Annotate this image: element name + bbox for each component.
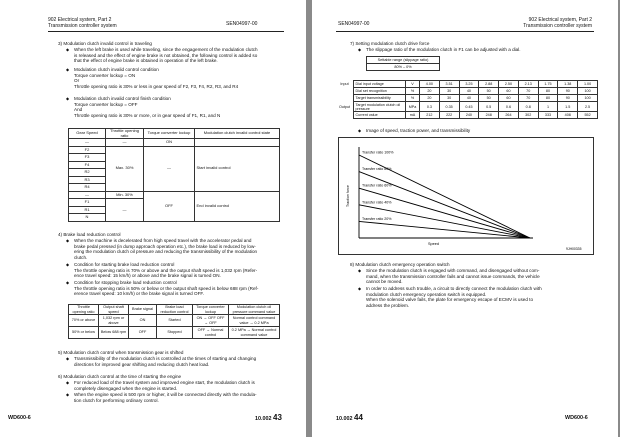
text-line: And (74, 107, 83, 113)
sec4-bullet2 (74, 262, 296, 279)
series-label-5: Transfer ratio 20% (362, 216, 392, 221)
header-rule (336, 31, 594, 32)
cell: 40 (459, 95, 479, 102)
brake-load-table (68, 304, 280, 339)
bullet-icon: ◆ (358, 128, 362, 133)
sec6-title: 6) Modulation clutch control at the time of starting the engine (58, 374, 182, 379)
cell: — (106, 139, 144, 147)
cell: 30 (439, 88, 459, 95)
header-rule (48, 31, 284, 32)
col-header: Brake load reduction control (157, 305, 193, 315)
col-header: Modulation clutch oil pressure command value (229, 305, 280, 315)
cell: 1.75 (538, 81, 558, 88)
col-header: Output shaft speed (99, 305, 129, 315)
sec3-bullet2 (74, 67, 238, 89)
cell: 60 (499, 95, 519, 102)
text-line: When the left brake is used while traveling, since the engagement of the modulation clutch (74, 47, 258, 52)
sec6-bullet2 (74, 392, 296, 403)
text-line: cannot be moved. (366, 279, 403, 285)
series-label-3: Transfer ratio 60% (362, 183, 392, 188)
row-label: Current value (354, 112, 406, 119)
cell (195, 139, 280, 147)
page-number: 44 (354, 413, 363, 422)
bullet-icon: ◆ (66, 356, 70, 361)
gear-cell: R2 (69, 169, 106, 177)
cell: ON → OFF OFF → OFF (193, 315, 229, 327)
col-header: Modulation clutch invalid control state (195, 129, 280, 139)
cell: 70 (518, 95, 538, 102)
text-line: directions for improved gear shifting and reducing clutch heat load. (74, 361, 210, 367)
figure-code: 9JH00335 (566, 247, 582, 251)
bullet-icon: ◆ (358, 268, 362, 273)
gear-cell: — (69, 139, 106, 147)
sec4-bullet1 (74, 238, 296, 260)
right-header-code: SEN04997-00 (338, 21, 370, 27)
row-group-label: Output (338, 104, 351, 109)
sec4-title: 4) Brake load reduction control (58, 232, 121, 237)
text-line: The throttle opening ratio is 70% or above and the output shaft speed is 1,032 rpm (Refer- (74, 267, 258, 273)
header-line2: Transmission controller system (523, 22, 592, 29)
cell: 3.51 (439, 81, 459, 88)
text-line: ence travel speed: 15 km/h) or above and the brake signal is turned ON. (74, 273, 221, 279)
unit-cell: MPa (406, 102, 420, 112)
cell: 240 (459, 112, 479, 119)
cell: Below 688 rpm (99, 327, 129, 339)
row-label: Target modulation clutch oil pressure (354, 102, 406, 112)
cell: 0.6 (499, 102, 519, 112)
col-header: Brake signal (129, 305, 157, 315)
text-line: When the solenoid valve fails, the plate for emergency escape of ECMV is used to (366, 297, 533, 303)
sec5-bullet1 (74, 356, 296, 367)
row-label: Dial input voltage (354, 81, 406, 88)
cell: 2.88 (479, 81, 499, 88)
col-header: Torque converter lockup (144, 129, 195, 139)
text-line: modulation clutch emergency operation switch is equipped. (366, 291, 487, 297)
col-header: Throttle opening ratio (106, 129, 144, 139)
cell: Started (157, 315, 193, 327)
cell: 248 (479, 112, 499, 119)
page-number: 43 (273, 413, 282, 422)
cell: 80 (538, 95, 558, 102)
cell: 2.50 (499, 81, 519, 88)
sec5-title: 5) Modulation clutch control when transmission gear is shifted (58, 350, 184, 355)
traction-chart (338, 137, 594, 255)
sec8-bullet1 (366, 268, 606, 285)
gear-cell: F4 (69, 161, 106, 169)
text-line: Torque converter lockup = ON (74, 72, 136, 78)
invalid-control-table (68, 128, 280, 222)
text-line: Or (74, 78, 80, 84)
right-header-title (510, 18, 592, 29)
cell: 1.38 (558, 81, 578, 88)
right-page (312, 0, 618, 437)
cell: 100 (578, 95, 598, 102)
cell: 0.5 (479, 102, 499, 112)
sec7-bullet2: Image of speed, traction power, and transmissibility (366, 128, 471, 133)
text-line: Since the modulation clutch is engaged with command, and disengaged without com- (366, 268, 540, 273)
bullet-icon: ◆ (66, 47, 70, 52)
series-label-2: Transfer ratio 80% (362, 167, 392, 172)
text-line: completely disengaged when the engine is started. (74, 385, 178, 391)
text-line: Transmissibility of the modulation clutch is controlled at the times of starting and changing (74, 356, 257, 361)
cell: 333 (538, 112, 558, 119)
cell: 408 (558, 112, 578, 119)
cell: 0.2 MPa → Normal control command value (229, 327, 280, 339)
text-line: For reduced load of the travel system and improved engine start, the modulation clutch is (74, 380, 255, 385)
text-line: brake pedal pressed (in dump approach operation etc.), the brake load is reduced by low- (74, 243, 256, 249)
bullet-icon: ◆ (358, 286, 362, 291)
text-line: tion clutch for performing ordinary control. (74, 397, 159, 403)
sec7-bullet1: The slippage ratio of the modulation clutch in F1 can be adjusted with a dial. (366, 47, 521, 52)
cell: 212 (420, 112, 440, 119)
cell: 552 (578, 112, 598, 119)
cell: 80% – 0% (367, 64, 440, 71)
text-line: ering the modulation clutch oil pressure and reducing the transmissibility of the modulation (74, 249, 258, 255)
text-line: In order to address such trouble, a circuit to directly connect the modulation clutch with (366, 286, 542, 291)
cell: 222 (439, 112, 459, 119)
col-header: Torque converter lockup (193, 305, 229, 315)
gear-cell: — (69, 191, 106, 199)
header-line1: 902 Electrical system, Part 2 (48, 17, 112, 23)
left-page (0, 0, 306, 437)
x-axis-label: Speed (428, 242, 439, 246)
text-line: clutch. (74, 254, 88, 260)
modulation-setting-table (336, 80, 598, 119)
cell: Settable range (slippage ratio) (367, 57, 440, 64)
unit-cell: % (406, 88, 420, 95)
cell: 1 (538, 102, 558, 112)
bullet-icon: ◆ (358, 47, 362, 52)
text-line: Modulation clutch invalid control condition (74, 67, 159, 72)
cell: 2.5 (578, 102, 598, 112)
cell: 20 (420, 95, 440, 102)
text-line: mand, when the transmission controller fails and cannot issue commands, the vehicle (366, 273, 540, 279)
cell: Min. 30% (106, 191, 144, 199)
row-label: Dial set recognition (354, 88, 406, 95)
bullet-icon: ◆ (66, 67, 70, 72)
bullet-icon: ◆ (66, 280, 70, 285)
bullet-icon: ◆ (66, 238, 70, 243)
bullet-icon: ◆ (66, 96, 70, 101)
bullet-icon: ◆ (66, 392, 70, 397)
footer-model: WD600-6 (8, 415, 31, 421)
text-line: is released and the effect of engine brake is not obtained, the following control is added so (74, 52, 258, 58)
cell: 40 (459, 88, 479, 95)
cell: 90 (558, 88, 578, 95)
sec8-bullet2 (366, 286, 606, 308)
cell: 2.13 (518, 81, 538, 88)
bullet-icon: ◆ (66, 380, 70, 385)
cell: 264 (499, 112, 519, 119)
col-header: Throttle opening ratio (69, 305, 99, 315)
text-line: address the problem. (366, 302, 410, 308)
text-line: Torque converter lockup = OFF (74, 101, 138, 107)
cell: 1.5 (558, 102, 578, 112)
cell: 0.45 (459, 102, 479, 112)
gear-cell: F1 (69, 199, 106, 207)
footer-page (255, 413, 282, 422)
cell: 50% or below (69, 327, 99, 339)
cell: End invalid control (195, 191, 280, 221)
text-line: Condition for starting brake load reduction control (74, 262, 175, 267)
series-label-1: Transfer ratio 100% (362, 150, 394, 155)
text-line: erence travel speed: 10 km/h) or the brake signal is turned OFF. (74, 291, 204, 297)
left-header-title (48, 18, 117, 29)
chart-frame (339, 138, 594, 255)
gear-cell: F2 (69, 146, 106, 154)
sec6-bullet1 (74, 380, 296, 391)
cell: 0.8 (518, 102, 538, 112)
cell: Stopped (157, 327, 193, 339)
footer-model: WD600-6 (565, 415, 588, 421)
cell: 4.00 (420, 81, 440, 88)
cell: 20 (420, 88, 440, 95)
cell: 3.25 (459, 81, 479, 88)
cell: 0.35 (439, 102, 459, 112)
unit-cell: mA (406, 112, 420, 119)
cell: 302 (518, 112, 538, 119)
col-header: Gear Speed (69, 129, 106, 139)
settable-range-table (366, 56, 440, 71)
left-header-code: SEN04997-00 (226, 21, 258, 27)
cell: 1.00 (578, 81, 598, 88)
series-label-4: Transfer ratio 40% (362, 200, 392, 205)
gear-cell: F3 (69, 154, 106, 162)
cell: ON (144, 139, 195, 147)
gear-cell: R3 (69, 176, 106, 184)
text-line: Throttle opening ratio is 30% or less in gear speed of F2, F3, F4, R2, R3, and R4 (74, 83, 239, 89)
cell: — (144, 146, 195, 191)
cell: OFF → Normal control (193, 327, 229, 339)
text-line: Throttle opening ratio is 30% or more, or in gear speed of F1, R1, and N (74, 112, 221, 118)
cell: 90 (558, 95, 578, 102)
text-line: The throttle opening ratio is 50% or below or the output shaft speed is below 688 rpm (Ref- (74, 285, 259, 291)
text-line: When the engine speed is 500 rpm or higher, it will be connected directly with the modula- (74, 392, 257, 397)
sec3-title: 3) Modulation clutch invalid control in traveling (58, 41, 152, 46)
cell: 30 (439, 95, 459, 102)
cell: Normal control command value → 0.2 MPa (229, 315, 280, 327)
cell: 1,032 rpm or above (99, 315, 129, 327)
row-label: Target transmissibility (354, 95, 406, 102)
unit-cell: V (406, 81, 420, 88)
y-axis-label: Traction force (346, 185, 350, 207)
header-line1: 902 Electrical system, Part 2 (528, 17, 592, 23)
cell: OFF (129, 327, 157, 339)
cell: 60 (499, 88, 519, 95)
gear-cell: R4 (69, 184, 106, 192)
text-line: When the machine is decelerated from high speed travel with the accelerator pedal and (74, 238, 252, 243)
cell: OFF (144, 191, 195, 221)
cell: ON (129, 315, 157, 327)
sec3-bullet1 (74, 47, 294, 64)
sec8-title: 8) Modulation clutch emergency operation switch (350, 262, 450, 267)
gear-cell: N (69, 214, 106, 222)
cell: 0.3 (420, 102, 440, 112)
text-line: Modulation clutch invalid control finish condition (74, 96, 171, 101)
sec4-bullet3 (74, 280, 296, 297)
cell: Max. 30% (106, 146, 144, 191)
sec3-bullet3 (74, 96, 220, 118)
sec7-title: 7) Setting modulation clutch drive force (350, 41, 430, 46)
text-line: that the effect of engine brake is obtained in operation of the left brake. (74, 58, 218, 64)
footer-code: 10.002 (336, 416, 353, 422)
cell: — (106, 199, 144, 222)
cell: 80 (538, 88, 558, 95)
unit-cell: % (406, 95, 420, 102)
footer-code: 10.002 (255, 416, 272, 422)
text-line: Condition for stopping brake load reduction control (74, 280, 177, 285)
cell: 50 (479, 88, 499, 95)
row-group-label: Input (340, 82, 349, 86)
cell: 100 (578, 88, 598, 95)
bullet-icon: ◆ (66, 262, 70, 267)
cell: 50 (479, 95, 499, 102)
cell: 70 (518, 88, 538, 95)
footer-page (336, 413, 363, 422)
cell: 70% or above (69, 315, 99, 327)
gear-cell: R1 (69, 206, 106, 214)
cell: Start invalid control (195, 146, 280, 191)
header-line2: Transmission controller system (48, 22, 117, 29)
